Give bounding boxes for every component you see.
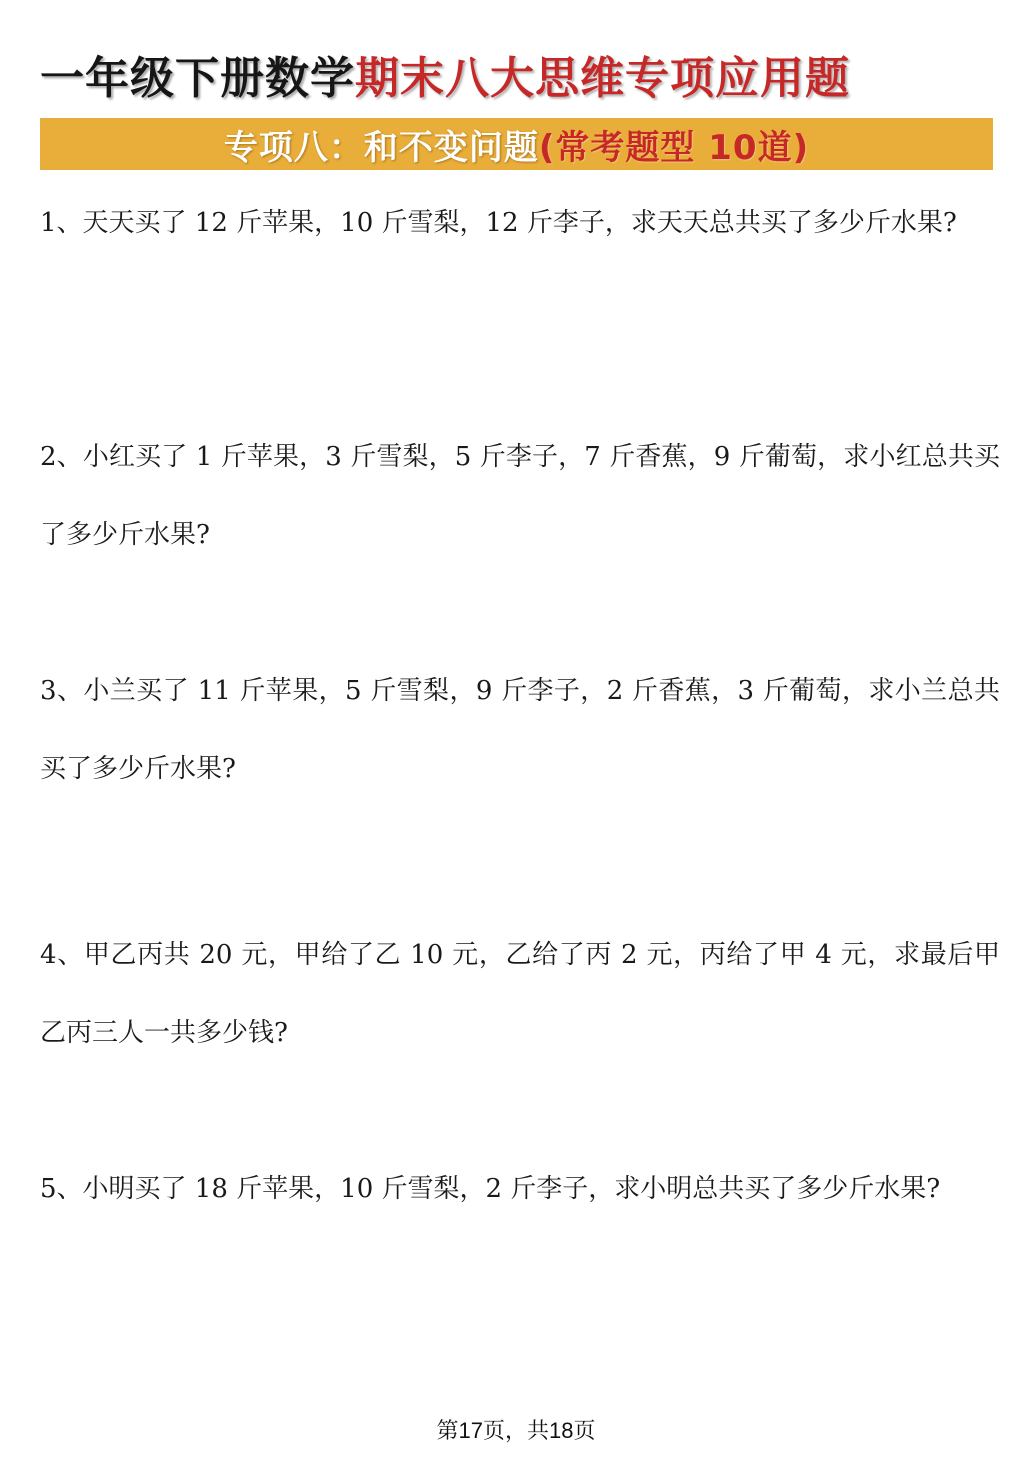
page-title — [40, 44, 1000, 114]
page-number: 第17页，共18页 — [436, 1418, 596, 1443]
title-black-part: 一年级下册数学 — [40, 53, 355, 104]
title-red-part: 期末八大思维专项应用题 — [355, 53, 850, 104]
question-3: 3、小兰买了 11 斤苹果，5 斤雪梨，9 斤李子，2 斤香蕉，3 斤葡萄，求小兰总共买了多少斤水果? — [40, 676, 1000, 784]
banner-question-count: (常考题型 10道) — [538, 127, 810, 168]
question-4: 4、甲乙丙共 20 元，甲给了乙 10 元，乙给了丙 2 元，丙给了甲 4 元，求最后甲乙丙三人一共多少钱? — [40, 940, 1000, 1048]
question-1: 1、天天买了 12 斤苹果，10 斤雪梨，12 斤李子，求天天总共买了多少斤水果? — [40, 208, 957, 238]
question-2: 2、小红买了 1 斤苹果，3 斤雪梨，5 斤李子，7 斤香蕉，9 斤葡萄，求小红总共买了多少斤水果? — [40, 442, 1000, 550]
section-banner — [40, 118, 993, 170]
question-5: 5、小明买了 18 斤苹果，10 斤雪梨，2 斤李子，求小明总共买了多少斤水果? — [40, 1174, 941, 1204]
banner-section-name: 专项八：和不变问题 — [223, 127, 539, 168]
